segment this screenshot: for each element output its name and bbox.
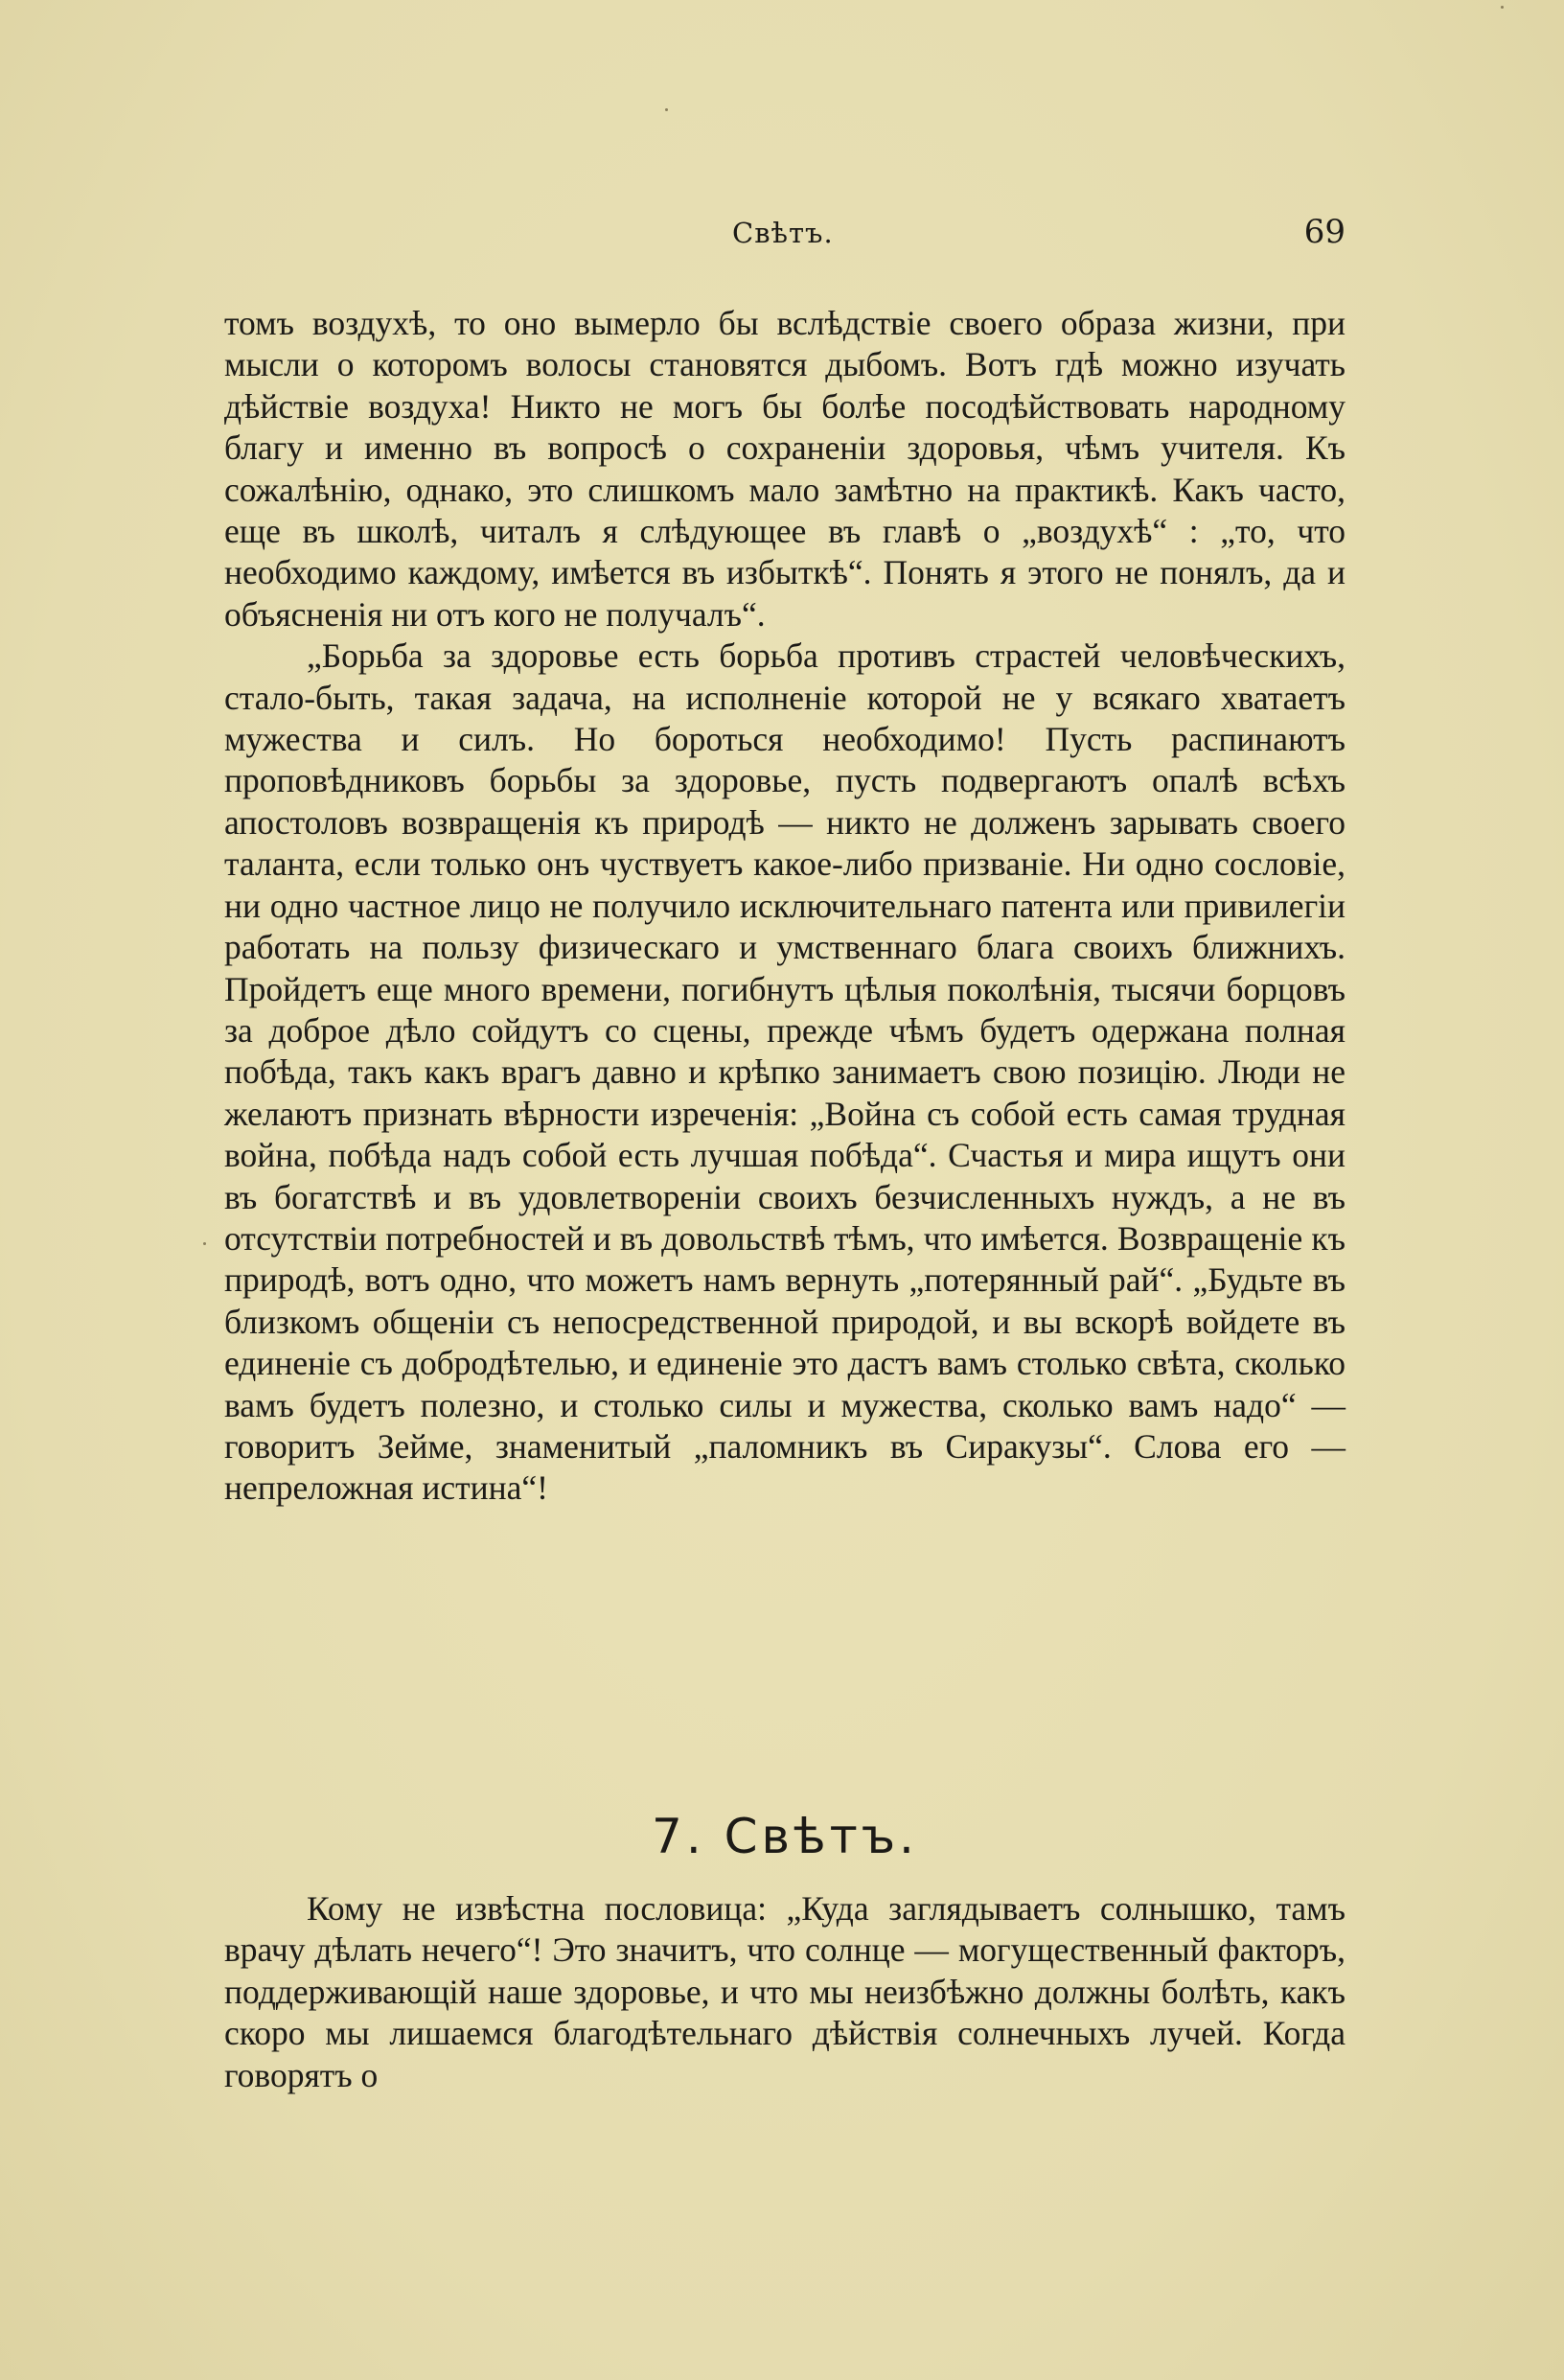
section-body-text [224, 1888, 1346, 2096]
paragraph-continuation: томъ воздухѣ, то оно вымерло бы вслѣдствіе своего образа жизни, при мысли о которомъ волосы становятся дыбомъ. Вотъ гдѣ можно изучать дѣйствіе воздуха! Никто не могъ бы болѣе посодѣйствовать народному благу и именно въ вопросѣ о сохраненіи здоровья, чѣмъ учителя. Къ сожалѣнію, однако, это слишкомъ мало замѣтно на практикѣ. Какъ часто, еще въ школѣ, читалъ я слѣдующее въ главѣ о „воздухѣ“ : „то, что необходимо каждому, имѣется въ избыткѣ“. Понять я этого не понялъ, да и объясненія ни отъ кого не получалъ“. [224, 304, 1346, 634]
section-paragraph: Кому не извѣстна пословица: „Куда заглядываетъ солнышко, тамъ врачу дѣлать нечего“! Это значитъ, что солнце — могущественный факторъ, поддерживающій наше здоровье, и что мы неизбѣжно должны болѣть, какъ скоро мы лишаемся благодѣтельнаго дѣйствія солнечныхъ лучей. Когда говорятъ о [224, 1889, 1346, 2094]
page-header [224, 213, 1346, 255]
body-text [224, 303, 1346, 1510]
print-speck [203, 1242, 206, 1245]
page-number: 69 [1303, 213, 1346, 251]
paragraph-quote: „Борьба за здоровье есть борьба противъ страстей человѣческихъ, стало-быть, такая задача, на исполненіе которой не у всякаго хватаетъ мужества и силъ. Но бороться необходимо! Пусть распинаютъ проповѣдниковъ борьбы за здоровье, пусть подвергаютъ опалѣ всѣхъ апостоловъ возвращенія къ природѣ — никто не долженъ зарывать своего таланта, если только онъ чуствуетъ какое-либо призваніе. Ни одно сословіе, ни одно частное лицо не получило исключительнаго патента или привилегіи работать на пользу физическаго и умственнаго блага своихъ ближнихъ. Пройдетъ еще много времени, погибнутъ цѣлыя поколѣнія, тысячи борцовъ за доброе дѣло сойдутъ со сцены, прежде чѣмъ будетъ одержана полная побѣда, такъ какъ врагъ давно и крѣпко занимаетъ свою позицію. Люди не желаютъ признать вѣрности изреченія: „Война съ собой есть самая трудная война, побѣда надъ собой есть лучшая побѣда“. Счастья и мира ищутъ они въ богатствѣ и въ удовлетвореніи своихъ безчисленныхъ нуждъ, а не въ отсутствіи потребностей и въ довольствѣ тѣмъ, что имѣется. Возвращеніе къ природѣ, вотъ одно, что можетъ намъ вернуть „потерянный рай“. „Будьте въ близкомъ общеніи съ непосредственной природой, и вы вскорѣ войдете въ единеніе съ добродѣтелью, и единеніе это дастъ вамъ столько свѣта, сколько вамъ будетъ полезно, и столько силы и мужества, сколько вамъ надо“ — говоритъ Зейме, знаменитый „паломникъ въ Сиракузы“. Слова его — непреложная истина“! [224, 636, 1346, 1508]
section-heading: 7. Свѣтъ. [652, 1809, 918, 1864]
print-speck [1501, 6, 1504, 9]
running-title: Свѣтъ. [732, 217, 834, 249]
print-speck [665, 108, 668, 111]
